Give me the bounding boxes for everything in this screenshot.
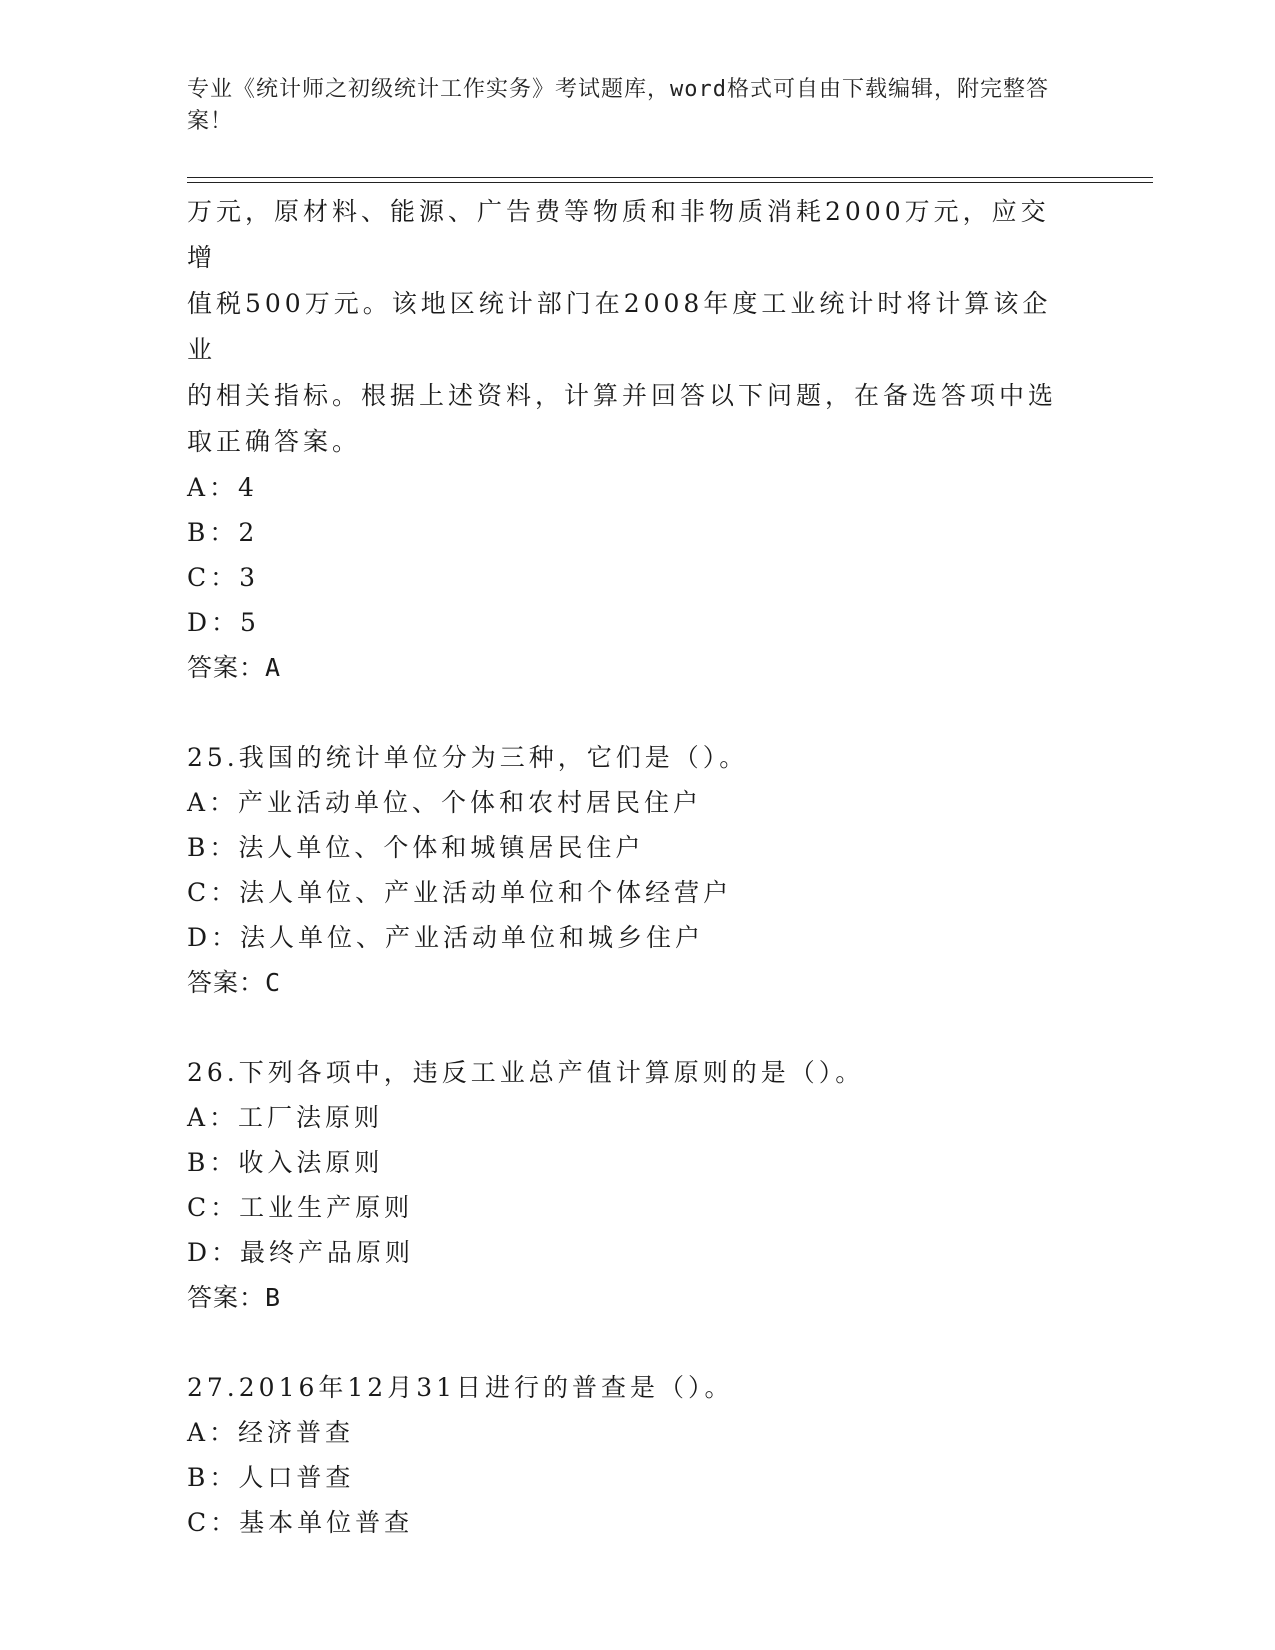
option-a: A：经济普查 [187,1418,355,1447]
text-line: 的相关指标。根据上述资料，计算并回答以下问题，在备选答项中选 [187,381,1058,410]
page-header: 专业《统计师之初级统计工作实务》考试题库，word格式可自由下载编辑，附完整答案！ [187,77,1049,134]
option-c: C：3 [187,563,260,592]
text-line: 取正确答案。 [187,427,362,456]
option-b: B：收入法原则 [187,1148,384,1177]
text-line: 值税500万元。该地区统计部门在2008年度工业统计时将计算该企业 [187,289,1052,364]
option-a: A：4 [187,473,258,502]
option-d: D：法人单位、产业活动单位和城乡住户 [187,923,705,952]
document-body [187,189,1077,1545]
option-b: B：法人单位、个体和城镇居民住户 [187,833,645,862]
question-26-title: 26.下列各项中，违反工业总产值计算原则的是（）。 [187,1058,865,1087]
option-b: B：人口普查 [187,1463,355,1492]
option-d: D：最终产品原则 [187,1238,415,1267]
option-c: C：法人单位、产业活动单位和个体经营户 [187,878,733,907]
option-a: A：工厂法原则 [187,1103,384,1132]
text-line: 万元，原材料、能源、广告费等物质和非物质消耗2000万元，应交增 [187,197,1050,272]
header-rule-bottom [187,182,1153,183]
answer-line: 答案：A [187,653,282,682]
question-continuation-text [187,189,1077,465]
header-rule-top [187,177,1153,178]
option-c: C：基本单位普查 [187,1508,414,1537]
answer-line: 答案：C [187,968,282,997]
question-25-title: 25.我国的统计单位分为三种，它们是（）。 [187,743,749,772]
option-d: D：5 [187,608,260,637]
answer-line: 答案：B [187,1283,282,1312]
option-a: A：产业活动单位、个体和农村居民住户 [187,788,703,817]
option-c: C：工业生产原则 [187,1193,414,1222]
option-b: B：2 [187,518,259,547]
question-27-title: 27.2016年12月31日进行的普查是（）。 [187,1373,734,1402]
